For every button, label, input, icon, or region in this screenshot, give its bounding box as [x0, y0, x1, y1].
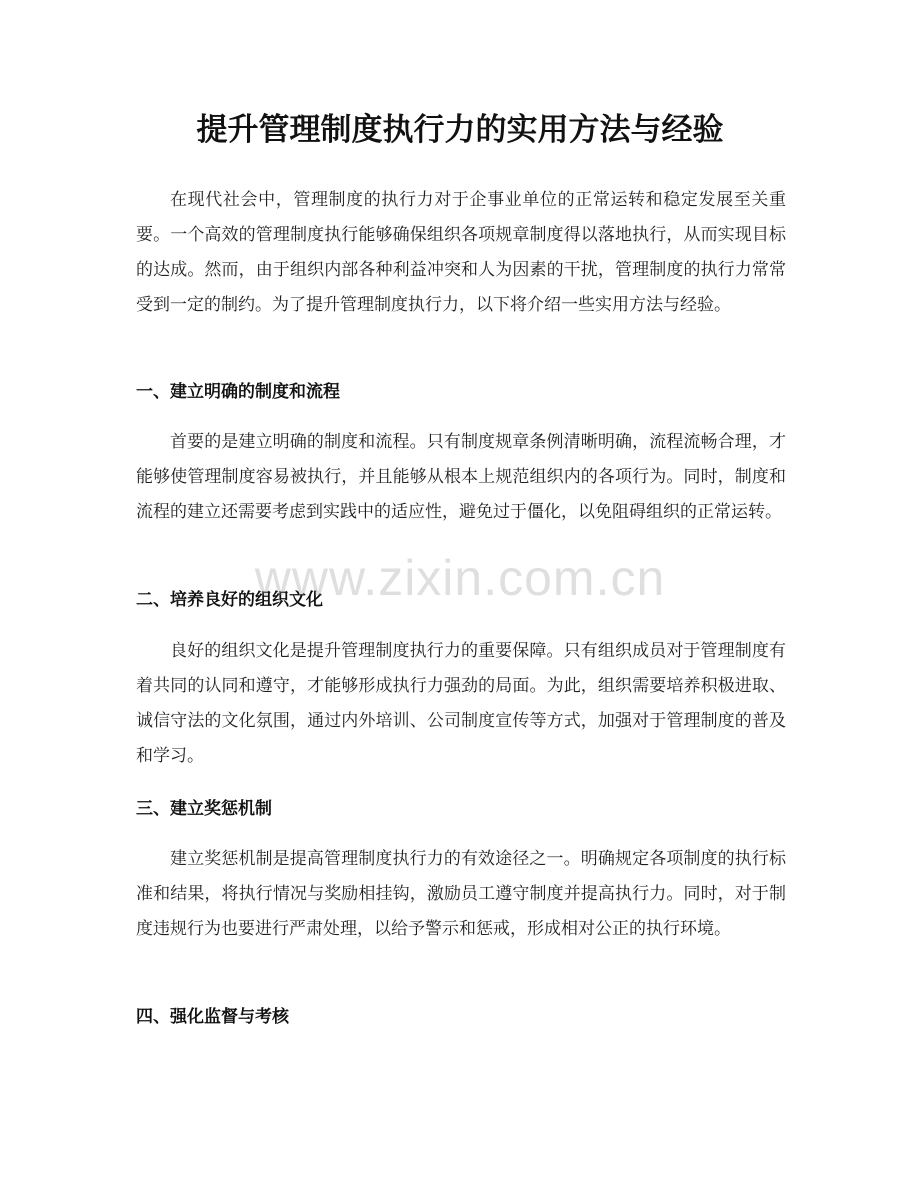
section-body-2: 良好的组织文化是提升管理制度执行力的重要保障。只有组织成员对于管理制度有着共同的认同和遵守，才能够形成执行力强劲的局面。为此，组织需要培养积极进取、诚信守法的文化氛围，通过内外培训、公司制度宣传等方式，加强对于管理制度的普及和学习。: [136, 641, 786, 766]
intro-paragraph: 在现代社会中，管理制度的执行力对于企事业单位的正常运转和稳定发展至关重要。一个高效的管理制度执行能够确保组织各项规章制度得以落地执行，从而实现目标的达成。然而，由于组织内部各种利益冲突和人为因素的干扰，管理制度的执行力常常受到一定的制约。为了提升管理制度执行力，以下将介绍一些实用方法与经验。: [136, 190, 786, 315]
section-heading-1: 一、建立明确的制度和流程: [136, 382, 340, 402]
watermark: www.zixin.com.cn: [254, 550, 666, 606]
section-body-3: 建立奖惩机制是提高管理制度执行力的有效途径之一。明确规定各项制度的执行标准和结果，将执行情况与奖励相挂钩，激励员工遵守制度并提高执行力。同时，对于制度违规行为也要进行严肃处理，以给予警示和惩戒，形成相对公正的执行环境。: [136, 849, 786, 939]
section-body-1: 首要的是建立明确的制度和流程。只有制度规章条例清晰明确，流程流畅合理，才能够使管理制度容易被执行，并且能够从根本上规范组织内的各项行为。同时，制度和流程的建立还需要考虑到实践中的适应性，避免过于僵化，以免阻碍组织的正常运转。: [136, 432, 786, 522]
section-heading-2: 二、培养良好的组织文化: [136, 590, 323, 610]
document-title: 提升管理制度执行力的实用方法与经验: [196, 112, 724, 148]
section-heading-4: 四、强化监督与考核: [136, 1007, 289, 1027]
section-heading-3: 三、建立奖惩机制: [136, 799, 272, 819]
